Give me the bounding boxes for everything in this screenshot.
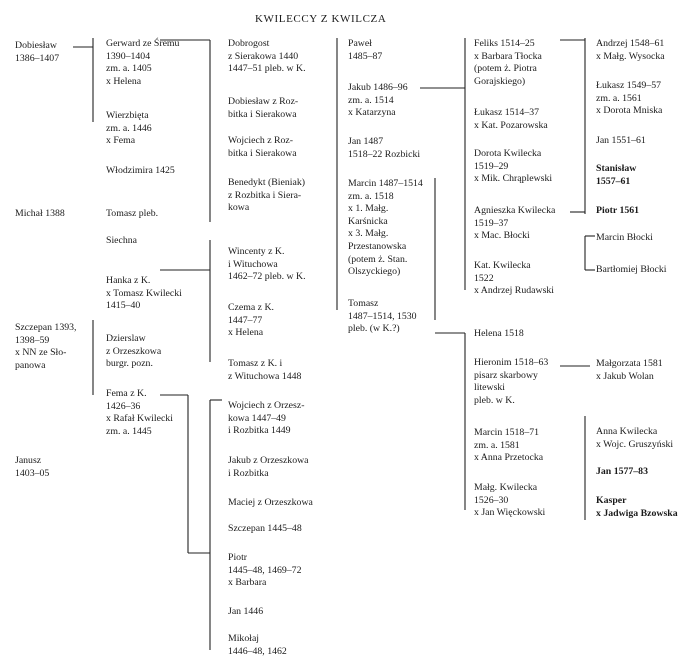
name-line: Stanisław [596,163,637,174]
detail-line: 1398–59 [15,334,50,346]
name-line: Wincenty z K. [228,246,285,257]
name-line: Włodzimira 1425 [106,165,175,176]
name-line: Szczepan 1445–48 [228,523,302,534]
detail-line: zm. a. 1518 [348,190,394,202]
name-line: Dorota Kwilecka [474,148,542,159]
name-line: Marcin Błocki [596,232,653,243]
person-wojciech-o [228,400,304,438]
person-wlodzimira [106,165,175,178]
person-wojciech-r [228,135,297,160]
name-line: Benedykt (Bieniak) [228,177,305,188]
detail-line: x 3. Małg. [348,228,389,240]
name-line: Piotr 1561 [596,205,640,216]
name-line: Hieronim 1518–63 [474,357,549,368]
person-lukasz-1514 [474,107,548,132]
person-jan-1577 [596,466,648,479]
person-marcin-2 [474,427,543,465]
name-line: Dobrogost [228,38,270,49]
detail-line: kowa 1447–49 [228,412,286,424]
person-janusz [15,455,49,480]
detail-line: 1445–48, 1469–72 [228,564,302,576]
person-jakub [348,82,408,120]
detail-line: 1526–30 [474,494,509,506]
detail-line: i Rozbitka [228,467,269,479]
name-line: Małg. Kwilecka [474,482,538,493]
detail-line: x Barbara [228,577,267,589]
name-line: Jan 1551–61 [596,135,646,146]
person-mikolaj [228,633,287,658]
name-line: Fema z K. [106,388,147,399]
name-line: Dobiesław [15,40,57,51]
person-dobieslaw-r [228,96,298,121]
person-lukasz-1549 [596,80,662,118]
name-line: Kat. Kwilecka [474,260,531,271]
detail-line: x Dorota Mniska [596,105,663,117]
detail-line: pleb. (w K.?) [348,323,400,335]
detail-line: 1522 [474,272,494,284]
detail-line: x Jan Więckowski [474,507,546,519]
detail-line: x Fema [106,135,136,147]
person-dzierslaw [106,333,161,371]
detail-line: Gorajskiego) [474,75,526,87]
name-line: Łukasz 1549–57 [596,80,662,91]
name-line: Dobiesław z Roz- [228,96,299,107]
detail-line: (potem ż. Stan. [348,253,408,265]
name-line: Dzierslaw [106,333,146,344]
detail-line: zm. a. 1405 [106,63,152,75]
detail-line: x 1. Małg. [348,203,389,215]
detail-line: zm. a. 1446 [106,122,152,134]
person-czema [228,302,274,340]
person-pawel [348,38,382,63]
detail-line: zm. a. 1445 [106,425,152,437]
person-feliks [474,38,542,88]
name-line: Kasper [596,495,627,506]
person-malgorzata-k [474,482,545,520]
detail-line: (potem ż. Piotra [474,63,537,75]
person-hieronim [474,357,548,407]
name-line: Jan 1487 [348,136,384,147]
detail-line: x Jadwiga Bzowska [596,507,678,519]
detail-line: x Małg. Wysocka [596,50,665,62]
detail-line: z Rozbitka i Siera- [228,189,302,201]
detail-line: x Jakub Wolan [596,370,654,382]
name-line: Szczepan 1393, [15,322,77,333]
person-michal [15,208,65,221]
person-jakub-o [228,455,309,480]
name-line: Piotr [228,552,248,563]
detail-line: kowa [228,202,250,214]
person-marcin [348,178,423,279]
detail-line: 1518–22 Rozbicki [348,148,421,160]
person-szczepan [15,322,76,372]
detail-line: pisarz skarbowy [474,369,538,381]
detail-line: 1447–51 pleb. w K. [228,63,306,75]
person-tomasz-k [228,358,301,383]
detail-line: 1519–29 [474,160,509,172]
detail-line: x Andrzej Rudawski [474,285,554,297]
name-line: Jakub 1486–96 [348,82,408,93]
name-line: Paweł [348,38,372,49]
name-line: Małgorzata 1581 [596,358,663,369]
detail-line: x Anna Przetocka [474,452,544,464]
name-line: Janusz [15,455,42,466]
person-tomasz-1487 [348,298,417,336]
detail-line: 1386–1407 [15,52,60,64]
name-line: Marcin 1487–1514 [348,178,423,189]
person-stanislaw [596,163,636,188]
name-line: Siechna [106,235,138,246]
name-line: Wierzbięta [106,110,149,121]
detail-line: 1426–36 [106,400,141,412]
name-line: Helena 1518 [474,328,524,339]
name-line: Tomasz pleb. [106,208,159,219]
person-katarzyna [474,260,554,298]
detail-line: 1462–72 pleb. w K. [228,271,306,283]
name-line: Michał 1388 [15,208,65,219]
detail-line: x Tomasz Kwilecki [106,287,182,299]
detail-line: 1415–40 [106,300,141,312]
person-kasper [596,495,678,520]
name-line: Tomasz z K. i [228,358,283,369]
detail-line: i Rozbitka 1449 [228,425,291,437]
detail-line: burgr. pozn. [106,358,153,370]
person-szczepan-2 [228,523,302,536]
person-agnieszka [474,205,555,243]
detail-line: zm. a. 1581 [474,439,520,451]
name-line: Bartłomiej Błocki [596,264,667,275]
detail-line: z Wituchowa 1448 [228,370,302,382]
person-marcin-blocki [596,232,653,245]
person-maciej [228,497,313,510]
detail-line: z Sierakowa 1440 [228,50,299,62]
detail-line: zm. a. 1561 [596,92,642,104]
detail-line: 1487–1514, 1530 [348,310,417,322]
person-dobieslaw [15,40,59,65]
detail-line: x Helena [228,327,264,339]
detail-line: 1447–77 [228,314,263,326]
detail-line: Karśnicka [348,215,388,227]
name-line: Wojciech z Orzesz- [228,400,305,411]
detail-line: litewski [474,382,506,394]
person-jan-1551 [596,135,646,148]
name-line: Marcin 1518–71 [474,427,540,438]
name-line: Jakub z Orzeszkowa [228,455,309,466]
detail-line: bitka i Sierakowa [228,108,297,120]
person-tomasz-pleb [106,208,158,221]
detail-line: 1519–37 [474,217,509,229]
person-anna [596,426,673,451]
detail-line: x Kat. Pozarowska [474,119,548,131]
detail-line: 1485–87 [348,50,383,62]
name-line: Jan 1446 [228,606,264,617]
detail-line: zm. a. 1514 [348,94,394,106]
name-line: Maciej z Orzeszkowa [228,497,313,508]
person-fema [106,388,173,438]
name-line: Tomasz [348,298,379,309]
name-line: Jan 1577–83 [596,466,648,477]
person-piotr [228,552,301,590]
detail-line: z Orzeszkowa [106,345,162,357]
detail-line: 1557–61 [596,175,631,187]
name-line: Agnieszka Kwilecka [474,205,556,216]
detail-line: Przestanowska [348,240,407,252]
detail-line: pleb. w K. [474,394,515,406]
detail-line: i Wituchowa [228,258,278,270]
person-piotr-1561 [596,205,639,218]
person-jan-1487 [348,136,420,161]
detail-line: 1390–1404 [106,50,151,62]
person-bartlomiej [596,264,666,277]
person-dobrogost [228,38,306,76]
detail-line: 1403–05 [15,467,50,479]
detail-line: panowa [15,359,46,371]
detail-line: x Mac. Błocki [474,230,530,242]
name-line: Anna Kwilecka [596,426,658,437]
person-wincenty [228,246,306,284]
detail-line: x Rafał Kwilecki [106,413,173,425]
tree-title: KWILECCY Z KWILCZA [255,13,387,25]
name-line: Czema z K. [228,302,274,313]
detail-line: x Wojc. Gruszyński [596,438,674,450]
name-line: Andrzej 1548–61 [596,38,665,49]
person-andrzej [596,38,665,63]
detail-line: bitka i Sierakowa [228,147,297,159]
person-helena [474,328,524,341]
name-line: Mikołaj [228,633,260,644]
detail-line: x Barbara Tłocka [474,50,542,62]
person-jan-1446 [228,606,263,619]
detail-line: x Helena [106,75,142,87]
person-malgorzata-1581 [596,358,663,383]
detail-line: x Katarzyna [348,107,396,119]
detail-line: Olszyckiego) [348,266,401,278]
detail-line: 1446–48, 1462 [228,645,287,657]
detail-line: x NN ze Sło- [15,347,67,359]
name-line: Feliks 1514–25 [474,38,535,49]
name-line: Gerward ze Śremu [106,38,180,49]
name-line: Łukasz 1514–37 [474,107,540,118]
person-gerward [106,38,179,88]
detail-line: x Mik. Chrąplewski [474,173,553,185]
name-line: Wojciech z Roz- [228,135,294,146]
person-wierzbieta [106,110,152,148]
person-benedykt [228,177,305,215]
person-siechna [106,235,137,248]
person-hanka [106,275,182,313]
person-dorota [474,148,552,186]
name-line: Hanka z K. [106,275,151,286]
